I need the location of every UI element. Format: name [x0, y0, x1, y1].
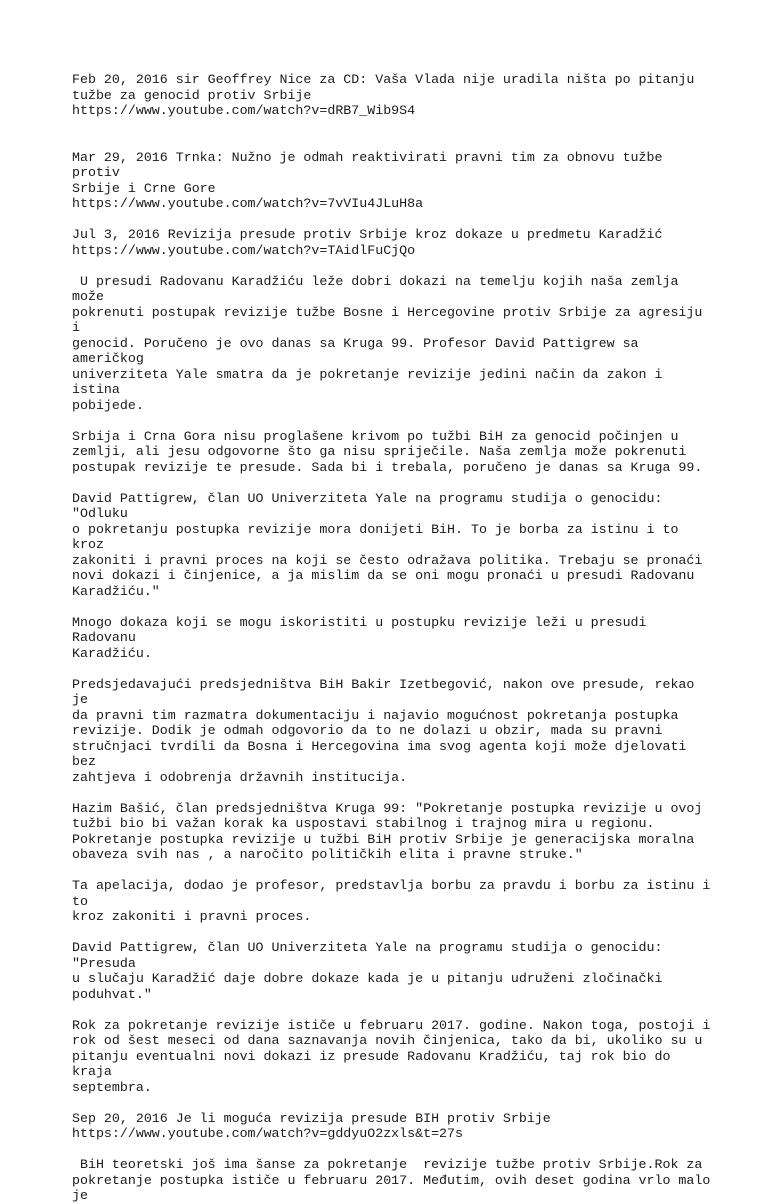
paragraph-evidence-in-verdict: Mnogo dokaza koji se mogu iskoristiti u postupku revizije leži u presudi Radovanu Karadžiću.	[72, 614, 647, 661]
paragraph-karadzic-evidence: U presudi Radovanu Karadžiću leže dobri dokazi na temelju kojih naša zemlja može pokrenuti postupak revizije tužbe Bosne i Hercegovine protiv Srbije za agresiju i genocid. Poručeno je ovo danas sa Kruga 99. Profesor David Pattigrew sa američkog univerziteta Yale smatra da je pokretanje revizije jedini način da zakon i istina pobijede.	[72, 273, 703, 413]
paragraph-gap	[72, 212, 712, 228]
paragraph-pattigrew-quote-1: David Pattigrew, član UO Univerziteta Yale na programu studija o genocidu: "Odluku o pokretanju postupka revizije mora donijeti BiH. To je borba za istinu i to kroz zakoniti i pravni proces na koji se često odražava politika. Trebaju se pronaći novi dokazi i činjenice, a ja mislim da se oni mogu pronaći u presudi Radovanu Karadžiću."	[72, 490, 703, 599]
paragraph-mar-29-video: Mar 29, 2016 Trnka: Nužno je odmah reaktivirati pravni tim za obnovu tužbe protiv Srbije i Crne Gore https://www.youtube.com/watch?v=7vVIu4JLuH8a	[72, 149, 663, 211]
paragraph-gap	[72, 1095, 712, 1111]
paragraph-gap	[72, 258, 712, 274]
paragraph-gap	[72, 413, 712, 429]
paragraph-gap	[72, 785, 712, 801]
paragraph-serbia-montenegro: Srbija i Crna Gora nisu proglašene krivom po tužbi BiH za genocid počinjen u zemlji, ali jesu odgovorne što ga nisu spriječile. Naša zemlja može pokrenuti postupak revizije te presude. Sada bi i trebala, poručeno je danas sa Kruga 99.	[72, 428, 703, 475]
paragraph-gap	[72, 599, 712, 615]
paragraph-basic-quote: Hazim Bašić, član predsjedništva Kruga 99: "Pokretanje postupka revizije u ovoj tužbi bio bi važan korak ka uspostavi stabilnog i trajnog mira u regionu. Pokretanje postupka revizije u tužbi BiH protiv Srbije je generacijska moralna obaveza svih nas , a naročito političkih elita i pravne struke."	[72, 800, 703, 862]
paragraph-gap	[72, 1002, 712, 1018]
paragraph-gap	[72, 119, 712, 150]
paragraph-gap	[72, 925, 712, 941]
paragraph-jul-3-video: Jul 3, 2016 Revizija presude protiv Srbije kroz dokaze u predmetu Karadžić https://www.youtube.com/watch?v=TAidlFuCjQo	[72, 227, 663, 258]
paragraph-izetbegovic: Predsjedavajući predsjedništva BiH Bakir Izetbegović, nakon ove presude, rekao je da pravni tim razmatra dokumentaciju i najavio mogućnost pokretanja postupka revizije. Dodik je odmah odgovorio da to ne dolazi u obzir, mada su pravni stručnjaci tvrdili da Bosna i Hercegovina ima svog agenta koji može djelovati bez zahtjeva i odobrenja državnih institucija.	[72, 676, 695, 785]
paragraph-sep-20-video: Sep 20, 2016 Je li moguća revizija presude BIH protiv Srbije https://www.youtube.com/watch?v=gddyuO2zxls&t=27s	[72, 1110, 551, 1141]
paragraph-bih-chances: BiH teoretski još ima šanse za pokretanje revizije tužbe protiv Srbije.Rok za pokretanje postupka ističe u februaru 2017. Međutim, ovih deset godina vrlo malo je	[72, 1157, 711, 1203]
paragraph-gap	[72, 475, 712, 491]
paragraph-appeal: Ta apelacija, dodao je profesor, predstavlja borbu za pravdu i borbu za istinu i to kroz zakoniti i pravni proces.	[72, 878, 711, 924]
paragraph-deadline: Rok za pokretanje revizije ističe u februaru 2017. godine. Nakon toga, postoji i rok od šest meseci od dana saznavanja novih činjenica, tako da bi, ukoliko su u pitanju eventualni novi dokazi iz presude Radovanu Kradžiću, taj rok bio do kraja septembra.	[72, 1017, 711, 1095]
document-page	[72, 72, 712, 1204]
paragraph-pattigrew-quote-2: David Pattigrew, član UO Univerziteta Yale na programu studija o genocidu: "Presuda u slučaju Karadžić daje dobre dokaze kada je u pitanju udruženi zločinački poduhvat."	[72, 940, 663, 1002]
paragraph-feb-20-video: Feb 20, 2016 sir Geoffrey Nice za CD: Vaša Vlada nije uradila ništa po pitanju tužbe za genocid protiv Srbije https://www.youtube.com/watch?v=dRB7_Wib9S4	[72, 72, 695, 118]
paragraph-gap	[72, 863, 712, 879]
paragraph-gap	[72, 661, 712, 677]
paragraph-gap	[72, 1142, 712, 1158]
